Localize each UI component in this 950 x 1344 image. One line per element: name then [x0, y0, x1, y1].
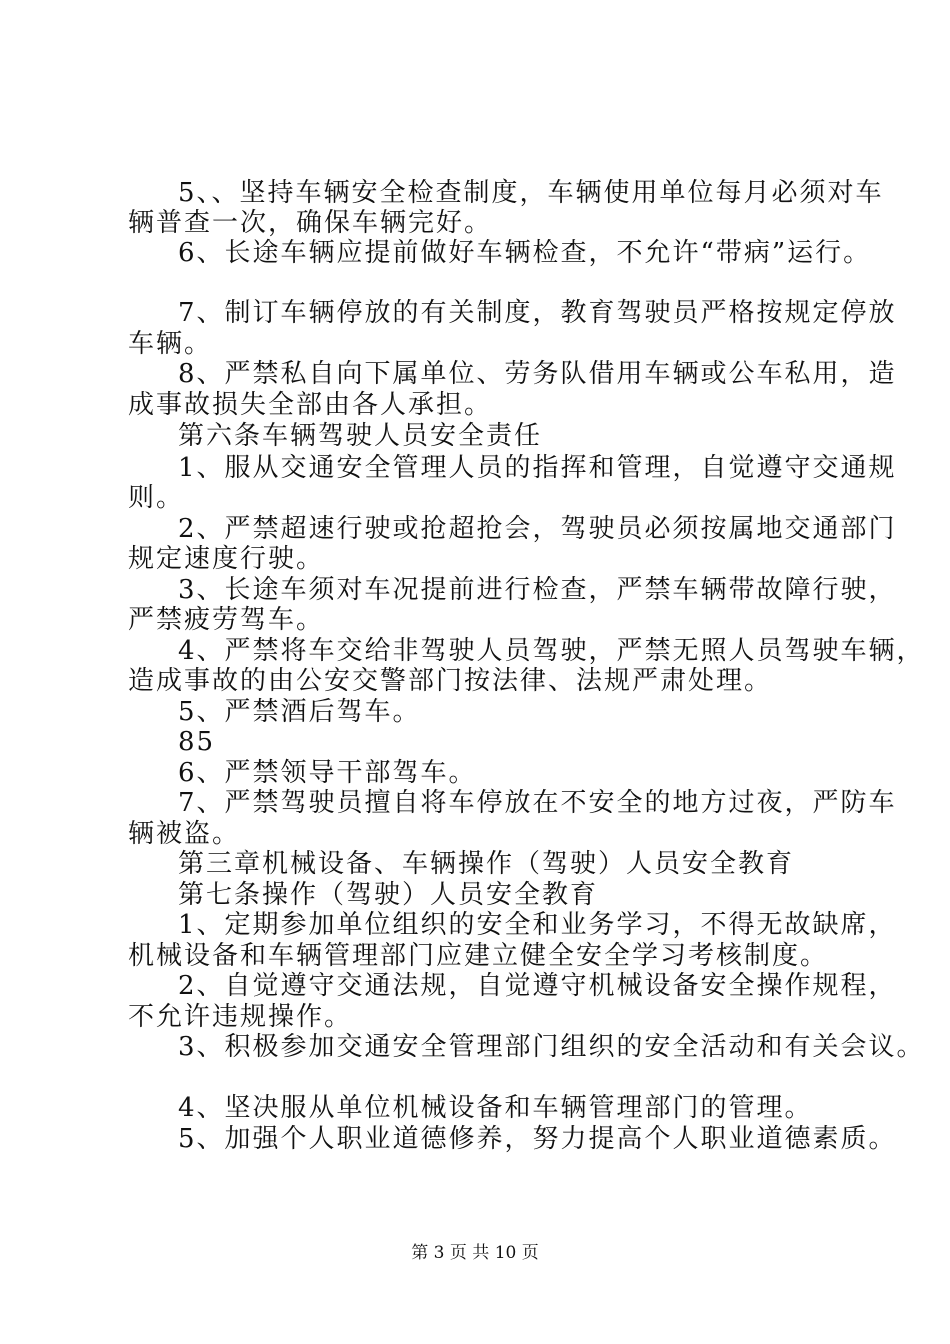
paragraph-line: 车辆。 [128, 329, 213, 359]
paragraph-line: 2、严禁超速行驶或抢超抢会，驾驶员必须按属地交通部门 [178, 514, 897, 544]
paragraph-line: 5、严禁酒后驾车。 [178, 697, 421, 727]
paragraph-line: 4、严禁将车交给非驾驶人员驾驶，严禁无照人员驾驶车辆， [178, 636, 925, 666]
paragraph-line: 辆普查一次，确保车辆完好。 [128, 208, 493, 238]
paragraph-line: 成事故损失全部由各人承担。 [128, 390, 493, 420]
paragraph-line: 严禁疲劳驾车。 [128, 605, 325, 635]
paragraph-line: 5、加强个人职业道德修养，努力提高个人职业道德素质。 [178, 1124, 897, 1154]
section-heading: 第七条操作（驾驶）人员安全教育 [178, 880, 599, 910]
paragraph-line: 1、定期参加单位组织的安全和业务学习，不得无故缺席， [178, 910, 897, 940]
paragraph-line: 6、长途车辆应提前做好车辆检查，不允许“带病”运行。 [178, 238, 872, 268]
page-number-inline: 85 [178, 727, 216, 757]
paragraph-line: 5、、坚持车辆安全检查制度，车辆使用单位每月必须对车 [178, 178, 884, 208]
paragraph-line: 造成事故的由公安交警部门按法律、法规严肃处理。 [128, 666, 773, 696]
paragraph-line: 3、长途车须对车况提前进行检查，严禁车辆带故障行驶， [178, 575, 897, 605]
page-footer: 第 3 页 共 10 页 [411, 1243, 539, 1263]
paragraph-line: 辆被盗。 [128, 819, 241, 849]
paragraph-line: 7、严禁驾驶员擅自将车停放在不安全的地方过夜，严防车 [178, 788, 897, 818]
paragraph-line: 1、服从交通安全管理人员的指挥和管理，自觉遵守交通规 [178, 453, 897, 483]
paragraph-line: 规定速度行驶。 [128, 544, 325, 574]
chapter-heading: 第三章机械设备、车辆操作（驾驶）人员安全教育 [178, 849, 795, 879]
paragraph-line: 7、制订车辆停放的有关制度，教育驾驶员严格按规定停放 [178, 298, 897, 328]
paragraph-line: 不允许违规操作。 [128, 1002, 353, 1032]
paragraph-line: 6、严禁领导干部驾车。 [178, 758, 477, 788]
paragraph-line: 则。 [128, 483, 185, 513]
section-heading: 第六条车辆驾驶人员安全责任 [178, 421, 543, 451]
paragraph-line: 2、自觉遵守交通法规，自觉遵守机械设备安全操作规程， [178, 971, 897, 1001]
paragraph-line: 机械设备和车辆管理部门应建立健全安全学习考核制度。 [128, 941, 829, 971]
paragraph-line: 8、严禁私自向下属单位、劳务队借用车辆或公车私用，造 [178, 359, 897, 389]
paragraph-line: 3、积极参加交通安全管理部门组织的安全活动和有关会议。 [178, 1032, 925, 1062]
paragraph-line: 4、坚决服从单位机械设备和车辆管理部门的管理。 [178, 1093, 813, 1123]
